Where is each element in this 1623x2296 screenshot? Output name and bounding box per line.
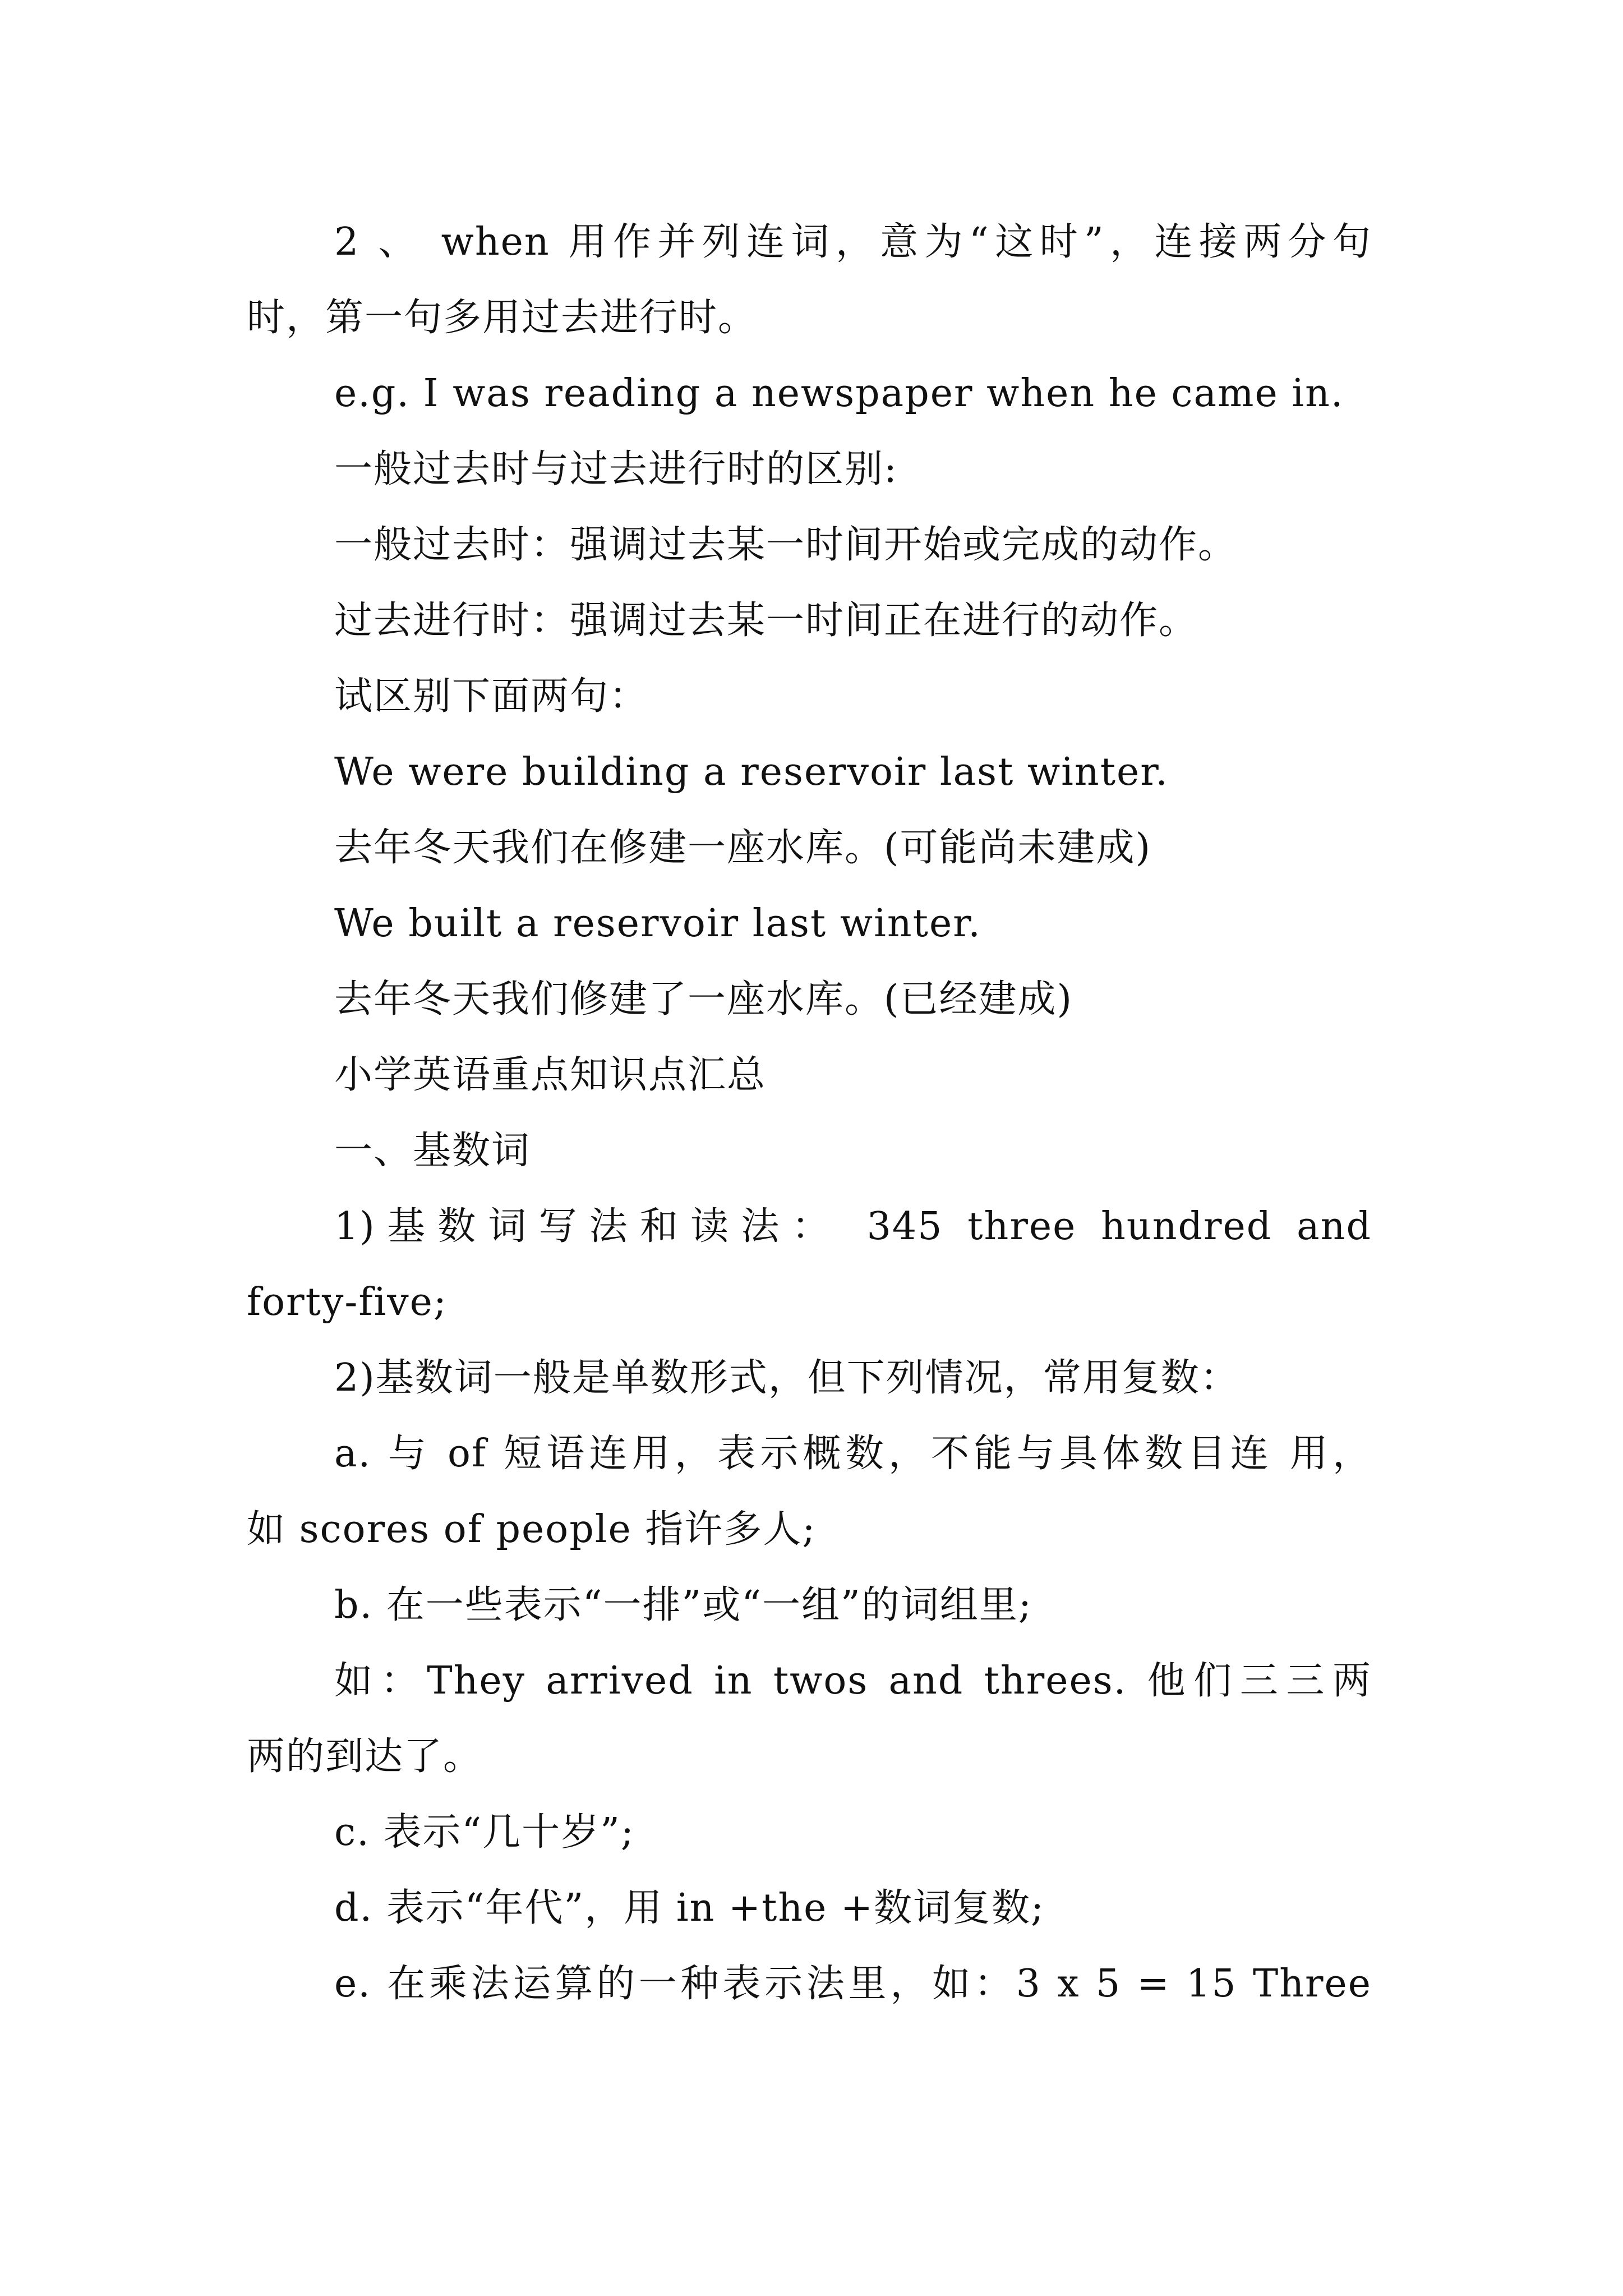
text-line: a. 与 of 短语连用，表示概数，不能与具体数目连 用，: [334, 1432, 1372, 1476]
text-line: 去年冬天我们在修建一座水库。(可能尚未建成): [334, 826, 1152, 870]
text-line: 1)基数词写法和读法： 345 three hundred and: [334, 1204, 1372, 1249]
text-line: 两的到达了。: [247, 1734, 483, 1779]
text-line: d. 表示“年代”，用 in +the +数词复数;: [334, 1886, 1045, 1930]
text-line: 去年冬天我们修建了一座水库。(已经建成): [334, 977, 1073, 1022]
text-line: 过去进行时：强调过去某一时间正在进行的动作。: [334, 599, 1198, 643]
text-line: 一般过去时与过去进行时的区别:: [334, 447, 898, 491]
text-line: We built a reservoir last winter.: [334, 901, 981, 946]
text-line: b. 在一些表示“一排”或“一组”的词组里;: [334, 1583, 1032, 1627]
subsection-heading: 一、基数词: [334, 1129, 531, 1173]
text-line: e. 在乘法运算的一种表示法里，如：3 x 5 = 15 Three: [334, 1962, 1372, 2006]
text-line: 一般过去时：强调过去某一时间开始或完成的动作。: [334, 523, 1238, 567]
text-line: 2)基数词一般是单数形式，但下列情况，常用复数：: [334, 1356, 1239, 1400]
text-line: 如：They arrived in twos and threes. 他们三三两: [334, 1659, 1372, 1703]
section-heading: 小学英语重点知识点汇总: [334, 1053, 767, 1097]
text-line: 试区别下面两句：: [334, 674, 649, 719]
text-line: We were building a reservoir last winter.: [334, 750, 1169, 794]
text-line: 如 scores of people 指许多人;: [247, 1507, 817, 1552]
text-line: e.g. I was reading a newspaper when he came in.: [334, 371, 1344, 416]
text-line: forty-five;: [247, 1280, 448, 1324]
text-line: 时，第一句多用过去进行时。: [247, 296, 758, 340]
text-line: 2 、 when 用作并列连词，意为“这时”，连接两分句: [334, 220, 1372, 264]
text-line: c. 表示“几十岁”;: [334, 1810, 635, 1855]
